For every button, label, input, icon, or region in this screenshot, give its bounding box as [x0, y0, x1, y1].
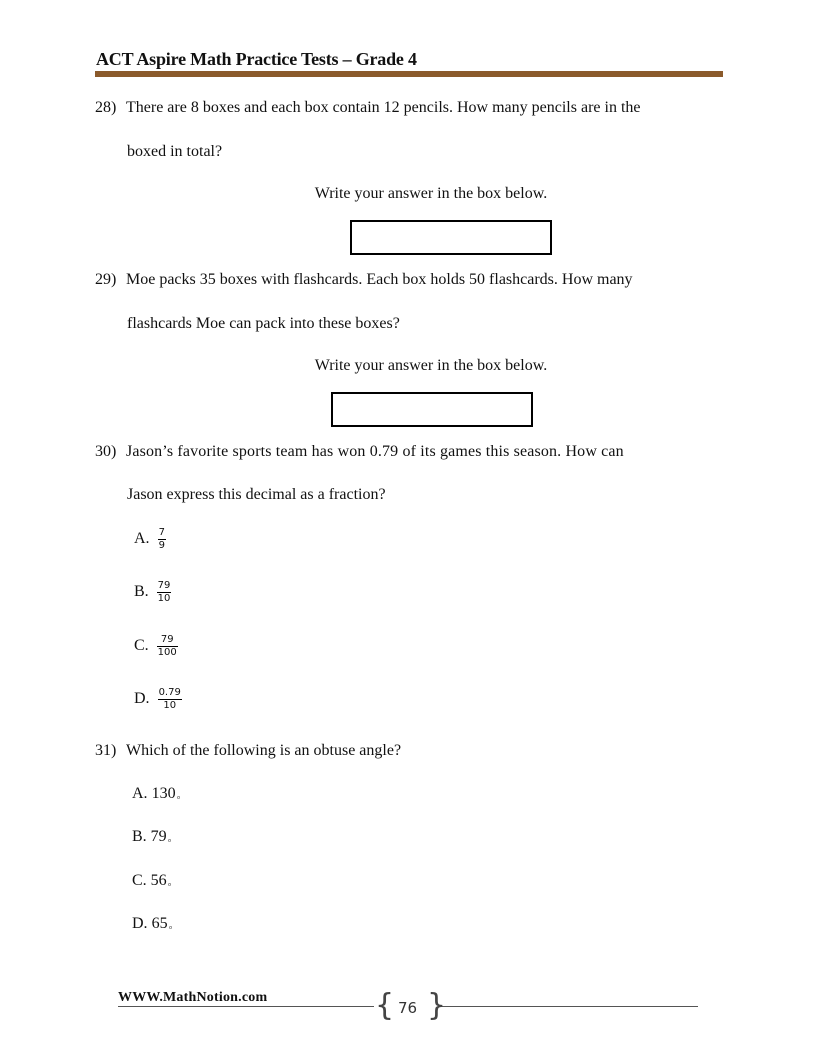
website-link[interactable]: WWW.MathNotion.com — [118, 990, 268, 1005]
question-30 — [95, 442, 624, 462]
degree-symbol: ◦ — [167, 835, 172, 847]
denominator: 10 — [157, 593, 171, 604]
choice-c[interactable] — [134, 634, 178, 659]
choice-letter: B. — [134, 583, 149, 601]
left-bracket-icon: { — [375, 988, 395, 1023]
choice-letter: C. — [132, 872, 147, 889]
question-number: 30) — [95, 443, 117, 460]
choice-c[interactable] — [132, 871, 172, 891]
question-29 — [95, 270, 633, 290]
choice-a[interactable] — [134, 527, 166, 552]
choice-b[interactable] — [134, 580, 171, 605]
footer-rule-left — [118, 1006, 374, 1007]
right-bracket-icon: } — [427, 988, 447, 1023]
question-text: Jason’s favorite sports team has won 0.79 of its games this season. How can — [126, 443, 624, 460]
page-number: 76 — [398, 999, 418, 1017]
answer-box-28[interactable] — [350, 220, 552, 255]
fraction — [158, 687, 182, 712]
choice-letter: D. — [134, 690, 150, 708]
choice-letter: A. — [134, 530, 150, 548]
question-text: There are 8 boxes and each box contain 12 pencils. How many pencils are in the — [126, 99, 641, 116]
question-number: 31) — [95, 742, 117, 759]
question-30-continuation: Jason express this decimal as a fraction? — [127, 486, 386, 503]
degree-symbol: ◦ — [168, 922, 173, 934]
footer-rule-right — [441, 1006, 698, 1007]
fraction — [157, 634, 178, 659]
choice-value: 79 — [150, 828, 167, 845]
choice-letter: D. — [132, 915, 148, 932]
numerator: 79 — [157, 580, 171, 591]
answer-instruction: Write your answer in the box below. — [314, 357, 548, 374]
question-text: Moe packs 35 boxes with flashcards. Each box holds 50 flashcards. How many — [126, 271, 633, 288]
page-title: ACT Aspire Math Practice Tests – Grade 4 — [96, 49, 417, 69]
question-29-continuation: flashcards Moe can pack into these boxes? — [127, 315, 400, 332]
numerator: 0.79 — [158, 687, 181, 698]
choice-value: 65 — [151, 915, 168, 932]
question-28-continuation: boxed in total? — [127, 143, 223, 160]
choice-d[interactable] — [134, 687, 182, 712]
numerator: 7 — [158, 527, 165, 538]
choice-letter: C. — [134, 637, 149, 655]
choice-value: 130 — [151, 785, 176, 802]
answer-box-29[interactable] — [331, 392, 533, 427]
denominator: 10 — [163, 700, 177, 711]
choice-value: 56 — [150, 872, 167, 889]
question-31 — [95, 741, 401, 761]
header-divider — [95, 71, 723, 77]
numerator: 79 — [157, 634, 178, 647]
choice-a[interactable] — [132, 784, 180, 804]
question-number: 29) — [95, 271, 117, 288]
question-28 — [95, 98, 640, 118]
question-number: 28) — [95, 99, 117, 116]
answer-instruction: Write your answer in the box below. — [314, 185, 548, 202]
degree-symbol: ◦ — [176, 792, 181, 804]
choice-d[interactable] — [132, 914, 172, 934]
question-text: Which of the following is an obtuse angle? — [126, 742, 402, 759]
fraction — [158, 527, 166, 552]
degree-symbol: ◦ — [167, 879, 172, 891]
denominator: 9 — [158, 540, 165, 551]
choice-letter: A. — [132, 785, 148, 802]
choice-b[interactable] — [132, 827, 172, 847]
choice-letter: B. — [132, 828, 147, 845]
fraction — [157, 580, 172, 605]
denominator: 100 — [157, 647, 177, 658]
